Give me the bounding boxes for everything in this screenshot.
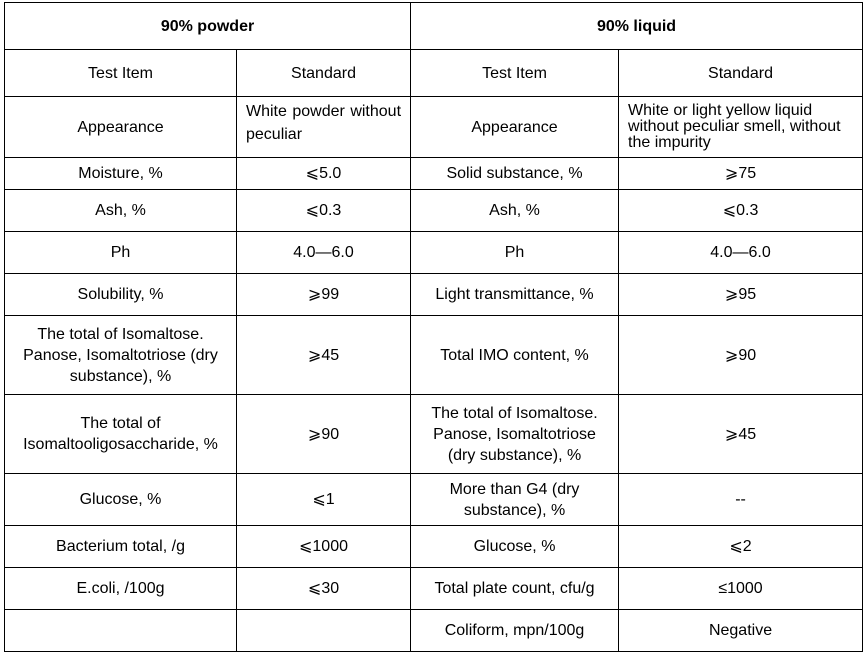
powder-test-item: Appearance — [5, 97, 237, 158]
liquid-standard: ⩾95 — [619, 274, 863, 316]
liquid-standard: White or light yellow liquid without peculiar smell, without the impurity — [619, 97, 863, 158]
powder-standard — [237, 610, 411, 652]
liquid-standard: ⩾45 — [619, 395, 863, 474]
table-row — [5, 97, 863, 158]
powder-test-item: The total of Isomaltooligosaccharide, % — [5, 395, 237, 474]
liquid-test-item: Ash, % — [411, 190, 619, 232]
table-row — [5, 474, 863, 526]
liquid-standard: ⩾75 — [619, 158, 863, 190]
table-row — [5, 316, 863, 395]
liquid-standard: -- — [619, 474, 863, 526]
liquid-test-item: More than G4 (dry substance), % — [411, 474, 619, 526]
liquid-standard: ⩽0.3 — [619, 190, 863, 232]
powder-test-item: Bacterium total, /g — [5, 526, 237, 568]
powder-standard: ⩽0.3 — [237, 190, 411, 232]
powder-test-item: Solubility, % — [5, 274, 237, 316]
powder-test-item: E.coli, /100g — [5, 568, 237, 610]
powder-standard: ⩽1 — [237, 474, 411, 526]
powder-test-item-header: Test Item — [5, 50, 237, 97]
powder-header: 90% powder — [5, 3, 411, 50]
liquid-test-item-header: Test Item — [411, 50, 619, 97]
liquid-test-item: Solid substance, % — [411, 158, 619, 190]
powder-standard: ⩽5.0 — [237, 158, 411, 190]
liquid-test-item: Light transmittance, % — [411, 274, 619, 316]
liquid-test-item: Coliform, mpn/100g — [411, 610, 619, 652]
powder-test-item — [5, 610, 237, 652]
table-row — [5, 190, 863, 232]
powder-standard-text: White powder without peculiar — [246, 103, 402, 143]
liquid-test-item: Appearance — [411, 97, 619, 158]
table-row — [5, 568, 863, 610]
powder-test-item: Ph — [5, 232, 237, 274]
powder-standard: ⩾45 — [237, 316, 411, 395]
column-header-row — [5, 50, 863, 97]
powder-test-item: Moisture, % — [5, 158, 237, 190]
liquid-standard-header: Standard — [619, 50, 863, 97]
powder-standard-header: Standard — [237, 50, 411, 97]
powder-test-item: Glucose, % — [5, 474, 237, 526]
liquid-test-item: Ph — [411, 232, 619, 274]
liquid-standard: 4.0—6.0 — [619, 232, 863, 274]
specification-table — [4, 2, 863, 652]
powder-standard: ⩾90 — [237, 395, 411, 474]
liquid-test-item: Glucose, % — [411, 526, 619, 568]
powder-standard — [237, 97, 411, 158]
table-row — [5, 610, 863, 652]
liquid-test-item: The total of Isomaltose. Panose, Isomaltotriose (dry substance), % — [411, 395, 619, 474]
liquid-header: 90% liquid — [411, 3, 863, 50]
powder-standard: ⩾99 — [237, 274, 411, 316]
table-row — [5, 274, 863, 316]
liquid-test-item: Total IMO content, % — [411, 316, 619, 395]
powder-test-item: The total of Isomaltose. Panose, Isomaltotriose (dry substance), % — [5, 316, 237, 395]
powder-standard: ⩽30 — [237, 568, 411, 610]
liquid-standard: Negative — [619, 610, 863, 652]
liquid-standard: ⩽2 — [619, 526, 863, 568]
table-header-row — [5, 3, 863, 50]
table-row — [5, 158, 863, 190]
liquid-standard: ≤1000 — [619, 568, 863, 610]
liquid-standard: ⩾90 — [619, 316, 863, 395]
powder-standard: ⩽1000 — [237, 526, 411, 568]
table-row — [5, 395, 863, 474]
table-row — [5, 526, 863, 568]
liquid-test-item: Total plate count, cfu/g — [411, 568, 619, 610]
powder-test-item: Ash, % — [5, 190, 237, 232]
powder-standard: 4.0—6.0 — [237, 232, 411, 274]
table-row — [5, 232, 863, 274]
